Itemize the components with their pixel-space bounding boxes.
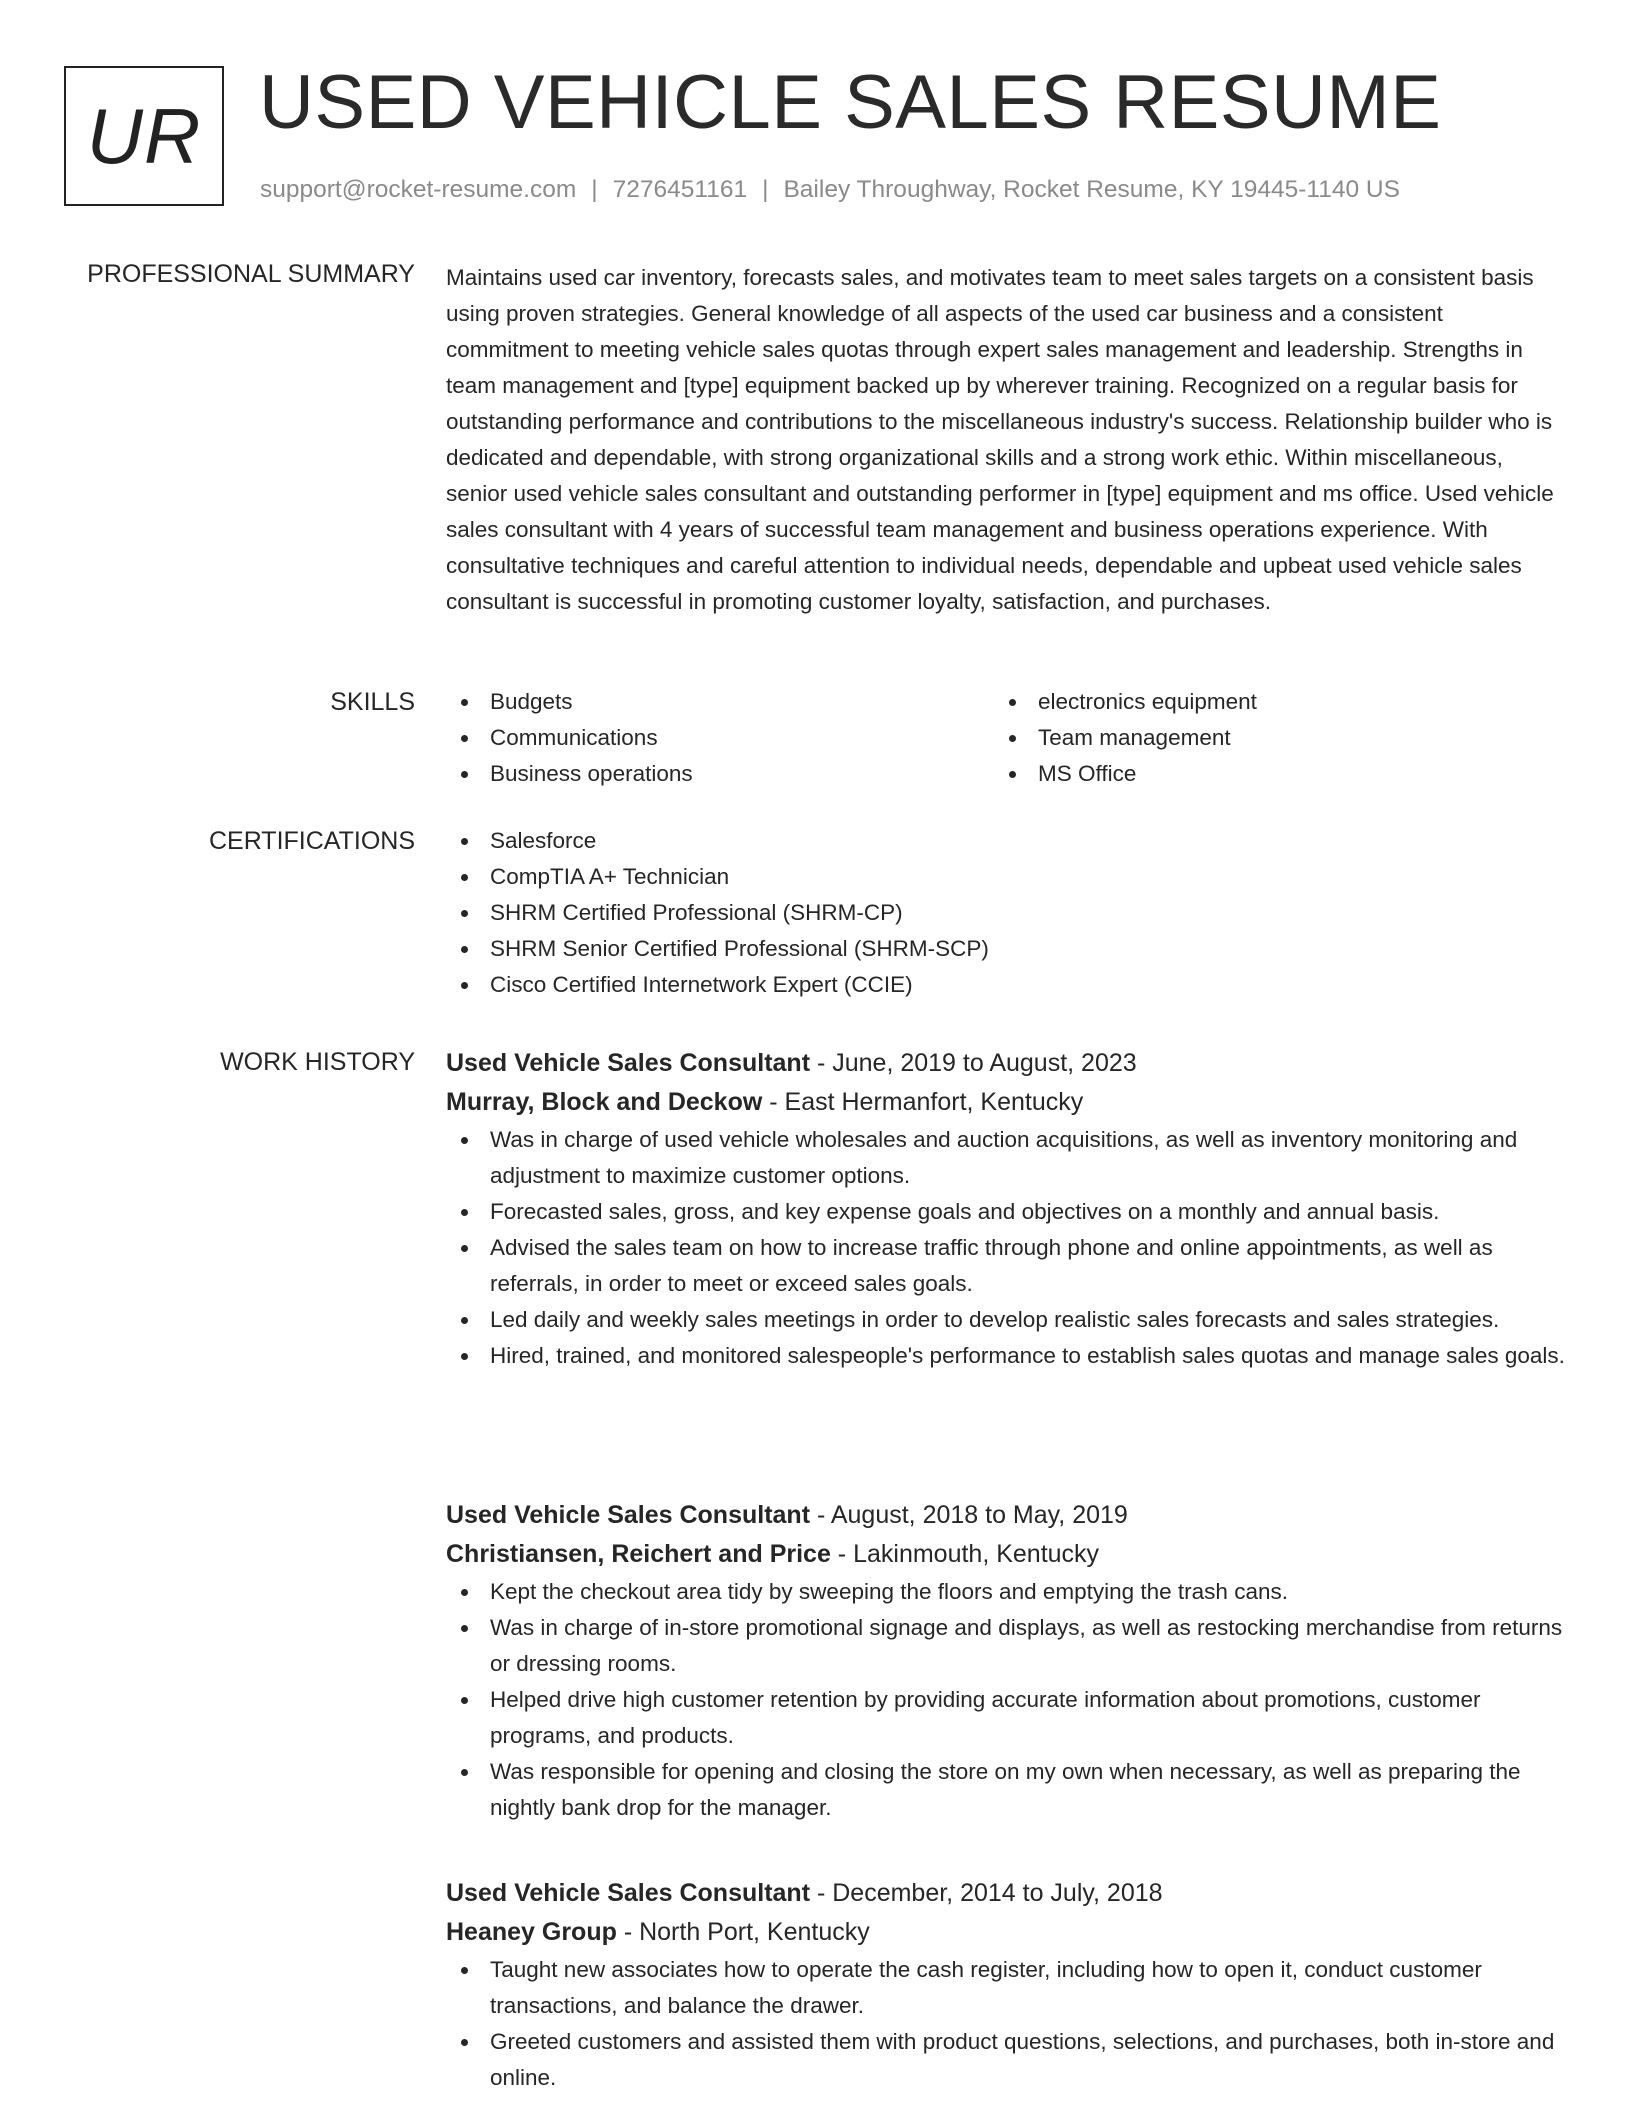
job-location: - North Port, Kentucky: [616, 1918, 870, 1946]
section-title: WORK HISTORY: [220, 1048, 415, 1076]
contact-line: [260, 174, 1400, 206]
section-title: SKILLS: [330, 688, 415, 716]
skills-list-right: [994, 684, 1542, 792]
skill-item: electronics equipment: [994, 684, 1542, 720]
contact-email[interactable]: support@rocket-resume.com: [260, 176, 577, 203]
job-bullet: Taught new associates how to operate the cash register, including how to open it, conduct customer transactions, and balance the drawer.: [446, 1952, 1570, 2024]
section-title: PROFESSIONAL SUMMARY: [87, 260, 415, 288]
job-company-line: [446, 1913, 1570, 1952]
contact-separator: |: [762, 176, 769, 203]
certifications-list: [446, 823, 1570, 1003]
summary-text: Maintains used car inventory, forecasts sales, and motivates team to meet sales targets on a consistent basis using proven strategies. General knowledge of all aspects of the used car business and a consistent commitment to meeting vehicle sales quotas through expert sales management and leadership. Strengths in team management and [type] equipment backed up by wherever training. Recognized on a regular basis for outstanding performance and contributions to the miscellaneous industry's success. Relationship builder who is dedicated and dependable, with strong organizational skills and a strong work ethic. Within miscellaneous, senior used vehicle sales consultant and outstanding performer in [type] equipment and ms office. Used vehicle sales consultant with 4 years of successful team management and business operations experience. With consultative techniques and careful attention to individual needs, dependable and upbeat used vehicle sales consultant is successful in promoting customer loyalty, satisfaction, and purchases.: [446, 265, 1554, 614]
skill-item: Business operations: [446, 756, 994, 792]
job-dates: - August, 2018 to May, 2019: [810, 1501, 1128, 1529]
job-bullet: Led daily and weekly sales meetings in order to develop realistic sales forecasts and sales strategies.: [446, 1302, 1570, 1338]
job-company: Heaney Group: [446, 1918, 617, 1946]
job-entry: [446, 1874, 1570, 2096]
job-bullet: Was in charge of in-store promotional signage and displays, as well as restocking merchandise from returns or dressing rooms.: [446, 1610, 1570, 1682]
job-bullets: [446, 1122, 1570, 1374]
job-bullets: [446, 1574, 1570, 1826]
job-title-line: [446, 1496, 1570, 1535]
job-location: - East Hermanfort, Kentucky: [762, 1088, 1084, 1116]
job-title-line: [446, 1044, 1570, 1083]
job-role: Used Vehicle Sales Consultant: [446, 1049, 811, 1077]
contact-phone[interactable]: 7276451161: [612, 176, 748, 203]
job-company-line: [446, 1083, 1570, 1122]
skills-list-left: [446, 684, 994, 792]
contact-separator: |: [591, 176, 598, 203]
job-entry: [446, 1496, 1570, 1826]
job-bullet: Hired, trained, and monitored salespeople's performance to establish sales quotas and manage sales goals.: [446, 1338, 1570, 1374]
job-company-line: [446, 1535, 1570, 1574]
skill-item: Team management: [994, 720, 1542, 756]
certification-item: Cisco Certified Internetwork Expert (CCIE): [446, 967, 1570, 1003]
skill-item: MS Office: [994, 756, 1542, 792]
job-dates: - June, 2019 to August, 2023: [810, 1049, 1137, 1077]
section-title: CERTIFICATIONS: [208, 827, 415, 855]
job-company: Christiansen, Reichert and Price: [446, 1540, 831, 1568]
job-bullet: Advised the sales team on how to increase traffic through phone and online appointments, as well as referrals, in order to meet or exceed sales goals.: [446, 1230, 1570, 1302]
job-role: Used Vehicle Sales Consultant: [446, 1501, 811, 1529]
certification-item: SHRM Senior Certified Professional (SHRM-SCP): [446, 931, 1570, 967]
skill-item: Budgets: [446, 684, 994, 720]
contact-address: Bailey Throughway, Rocket Resume, KY 19445-1140 US: [783, 176, 1400, 203]
job-bullet: Kept the checkout area tidy by sweeping the floors and emptying the trash cans.: [446, 1574, 1570, 1610]
job-role: Used Vehicle Sales Consultant: [446, 1879, 811, 1907]
certification-item: Salesforce: [446, 823, 1570, 859]
certification-item: SHRM Certified Professional (SHRM-CP): [446, 895, 1570, 931]
job-bullet: Was responsible for opening and closing the store on my own when necessary, as well as preparing the nightly bank drop for the manager.: [446, 1754, 1570, 1826]
certification-item: CompTIA A+ Technician: [446, 859, 1570, 895]
job-company: Murray, Block and Deckow: [446, 1088, 763, 1116]
job-bullet: Forecasted sales, gross, and key expense goals and objectives on a monthly and annual basis.: [446, 1194, 1570, 1230]
resume-title: USED VEHICLE SALES RESUME: [259, 60, 1442, 145]
job-bullets: [446, 1952, 1570, 2096]
job-bullet: Greeted customers and assisted them with product questions, selections, and purchases, both in-store and online.: [446, 2024, 1570, 2096]
job-title-line: [446, 1874, 1570, 1913]
job-location: - Lakinmouth, Kentucky: [830, 1540, 1100, 1568]
job-bullet: Helped drive high customer retention by providing accurate information about promotions, customer programs, and products.: [446, 1682, 1570, 1754]
job-bullet: Was in charge of used vehicle wholesales and auction acquisitions, as well as inventory monitoring and adjustment to maximize customer options.: [446, 1122, 1570, 1194]
job-dates: - December, 2014 to July, 2018: [810, 1879, 1163, 1907]
job-entry: [446, 1044, 1570, 1374]
monogram-logo: UR: [64, 66, 224, 206]
skill-item: Communications: [446, 720, 994, 756]
